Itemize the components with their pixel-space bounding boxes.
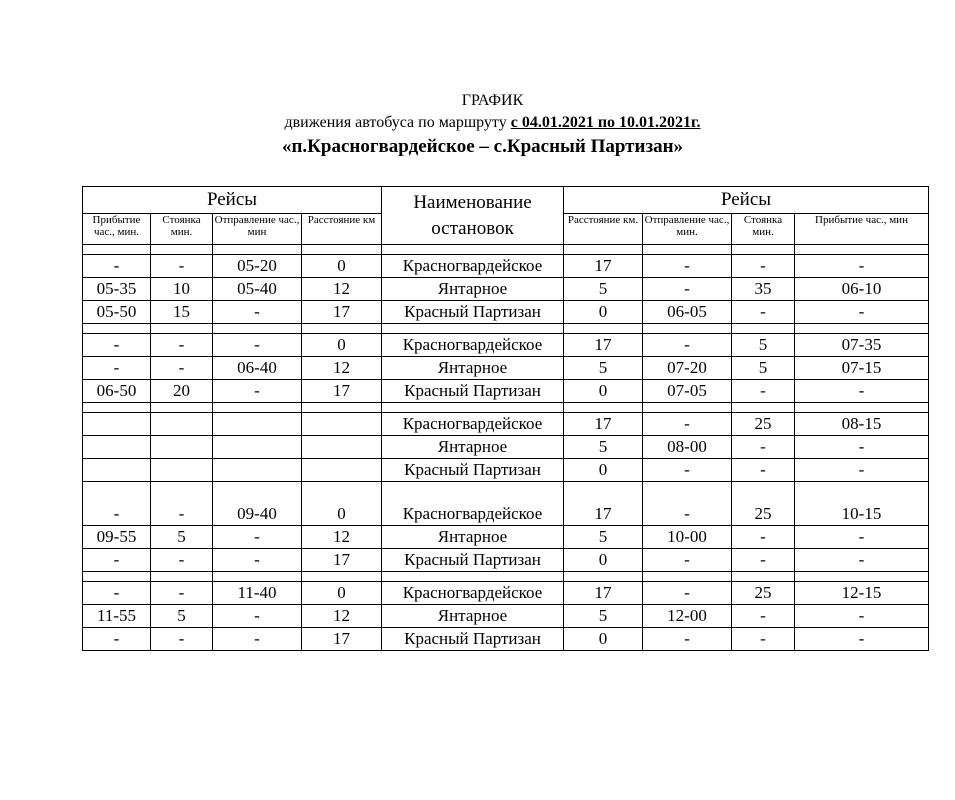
cell-stop-right: 25 bbox=[732, 413, 795, 436]
cell-stop-left: - bbox=[151, 628, 213, 651]
cell-arrival-left: 11-55 bbox=[83, 605, 151, 628]
cell-departure-right: 06-05 bbox=[643, 301, 732, 324]
table-row bbox=[83, 301, 929, 324]
col-header-arrival-right: Прибытие час., мин bbox=[795, 214, 929, 245]
stop-name-header: Наименование остановок bbox=[382, 187, 564, 245]
cell-distance-left bbox=[302, 436, 382, 459]
cell-distance-right: 5 bbox=[564, 278, 643, 301]
cell-distance-left: 17 bbox=[302, 628, 382, 651]
cell-arrival-left: 05-50 bbox=[83, 301, 151, 324]
cell-distance-right: 17 bbox=[564, 582, 643, 605]
cell-departure-right: - bbox=[643, 628, 732, 651]
cell-stop-left: - bbox=[151, 334, 213, 357]
cell-departure-right: 07-20 bbox=[643, 357, 732, 380]
left-trips-header: Рейсы bbox=[83, 187, 382, 214]
cell-stop-right: 5 bbox=[732, 334, 795, 357]
cell-departure-left bbox=[213, 436, 302, 459]
cell-stop-name: Янтарное bbox=[382, 436, 564, 459]
cell-stop-left: 20 bbox=[151, 380, 213, 403]
col-header-departure-right: Отправление час., мин. bbox=[643, 214, 732, 245]
cell-stop-left: - bbox=[151, 255, 213, 278]
cell-stop-left: - bbox=[151, 549, 213, 572]
table-row bbox=[83, 436, 929, 459]
cell-arrival-left: - bbox=[83, 549, 151, 572]
cell-stop-left: 5 bbox=[151, 605, 213, 628]
cell-distance-right: 0 bbox=[564, 301, 643, 324]
cell-arrival-right: 07-15 bbox=[795, 357, 929, 380]
cell-arrival-left: - bbox=[83, 582, 151, 605]
cell-distance-right: 0 bbox=[564, 380, 643, 403]
group-separator bbox=[83, 572, 929, 582]
cell-arrival-right: - bbox=[795, 459, 929, 482]
cell-stop-right: - bbox=[732, 526, 795, 549]
cell-distance-left: 0 bbox=[302, 334, 382, 357]
cell-arrival-right: 06-10 bbox=[795, 278, 929, 301]
cell-stop-left: - bbox=[151, 582, 213, 605]
cell-stop-right: 35 bbox=[732, 278, 795, 301]
group-separator bbox=[83, 324, 929, 334]
cell-stop-left: 5 bbox=[151, 526, 213, 549]
cell-distance-right: 0 bbox=[564, 459, 643, 482]
cell-distance-right: 5 bbox=[564, 436, 643, 459]
table-row bbox=[83, 628, 929, 651]
cell-stop-name: Красный Партизан bbox=[382, 628, 564, 651]
cell-distance-right: 5 bbox=[564, 526, 643, 549]
cell-distance-left: 17 bbox=[302, 549, 382, 572]
cell-arrival-left: 06-50 bbox=[83, 380, 151, 403]
cell-distance-left: 12 bbox=[302, 357, 382, 380]
cell-arrival-right: - bbox=[795, 255, 929, 278]
cell-distance-left bbox=[302, 459, 382, 482]
table-row bbox=[83, 357, 929, 380]
cell-arrival-right: 08-15 bbox=[795, 413, 929, 436]
cell-departure-left: 05-40 bbox=[213, 278, 302, 301]
cell-stop-name: Янтарное bbox=[382, 526, 564, 549]
cell-distance-right: 0 bbox=[564, 549, 643, 572]
cell-distance-right: 17 bbox=[564, 255, 643, 278]
cell-arrival-right: - bbox=[795, 526, 929, 549]
cell-distance-left: 12 bbox=[302, 526, 382, 549]
cell-departure-left: - bbox=[213, 549, 302, 572]
table-row bbox=[83, 255, 929, 278]
cell-stop-name: Красный Партизан bbox=[382, 301, 564, 324]
cell-stop-left: 15 bbox=[151, 301, 213, 324]
cell-arrival-right: 12-15 bbox=[795, 582, 929, 605]
cell-arrival-left: - bbox=[83, 628, 151, 651]
cell-distance-right: 0 bbox=[564, 628, 643, 651]
cell-departure-right: 12-00 bbox=[643, 605, 732, 628]
cell-distance-right: 5 bbox=[564, 605, 643, 628]
cell-stop-left bbox=[151, 413, 213, 436]
cell-arrival-right: 07-35 bbox=[795, 334, 929, 357]
table-row bbox=[83, 278, 929, 301]
cell-departure-right: - bbox=[643, 278, 732, 301]
cell-departure-left: - bbox=[213, 334, 302, 357]
cell-departure-right: - bbox=[643, 334, 732, 357]
col-header-stop-left: Стоянка мин. bbox=[151, 214, 213, 245]
cell-arrival-left: - bbox=[83, 334, 151, 357]
cell-departure-left: 05-20 bbox=[213, 255, 302, 278]
cell-departure-left: 11-40 bbox=[213, 582, 302, 605]
col-header-distance-left: Расстояние км bbox=[302, 214, 382, 245]
cell-departure-right: 10-00 bbox=[643, 526, 732, 549]
cell-arrival-right: - bbox=[795, 380, 929, 403]
cell-arrival-right: - bbox=[795, 605, 929, 628]
cell-departure-right: 07-05 bbox=[643, 380, 732, 403]
cell-stop-name: Красногвардейское bbox=[382, 255, 564, 278]
cell-arrival-left: - bbox=[83, 482, 151, 526]
col-header-arrival-left: Прибытие час., мин. bbox=[83, 214, 151, 245]
cell-arrival-left: 05-35 bbox=[83, 278, 151, 301]
cell-departure-left: - bbox=[213, 380, 302, 403]
subtitle-prefix: движения автобуса по маршруту bbox=[284, 114, 507, 131]
cell-stop-left: - bbox=[151, 482, 213, 526]
cell-departure-right: - bbox=[643, 582, 732, 605]
group-separator bbox=[83, 245, 929, 255]
cell-stop-right: - bbox=[732, 380, 795, 403]
cell-stop-name: Красный Партизан bbox=[382, 459, 564, 482]
cell-departure-right: 08-00 bbox=[643, 436, 732, 459]
cell-stop-name: Янтарное bbox=[382, 357, 564, 380]
cell-departure-right: - bbox=[643, 549, 732, 572]
document-subtitle bbox=[0, 112, 955, 134]
cell-stop-name: Красный Партизан bbox=[382, 380, 564, 403]
cell-departure-left: - bbox=[213, 628, 302, 651]
cell-departure-right: - bbox=[643, 413, 732, 436]
cell-stop-name: Красный Партизан bbox=[382, 549, 564, 572]
cell-distance-left bbox=[302, 413, 382, 436]
cell-arrival-left bbox=[83, 413, 151, 436]
cell-departure-left: - bbox=[213, 605, 302, 628]
cell-stop-left bbox=[151, 459, 213, 482]
cell-distance-left: 12 bbox=[302, 278, 382, 301]
cell-arrival-right: - bbox=[795, 549, 929, 572]
schedule-table bbox=[82, 186, 929, 651]
cell-stop-right: - bbox=[732, 459, 795, 482]
cell-departure-left bbox=[213, 459, 302, 482]
cell-arrival-left bbox=[83, 459, 151, 482]
cell-departure-right: - bbox=[643, 255, 732, 278]
cell-distance-right: 5 bbox=[564, 357, 643, 380]
cell-stop-right: - bbox=[732, 436, 795, 459]
cell-stop-name: Красногвардейское bbox=[382, 413, 564, 436]
group-separator bbox=[83, 403, 929, 413]
cell-arrival-right: - bbox=[795, 301, 929, 324]
cell-stop-right: - bbox=[732, 628, 795, 651]
cell-departure-left: - bbox=[213, 301, 302, 324]
cell-stop-name: Красногвардейское bbox=[382, 582, 564, 605]
cell-arrival-left bbox=[83, 436, 151, 459]
table-row bbox=[83, 482, 929, 526]
cell-departure-right: - bbox=[643, 459, 732, 482]
cell-departure-left: 09-40 bbox=[213, 482, 302, 526]
cell-arrival-right: 10-15 bbox=[795, 482, 929, 526]
table-row bbox=[83, 413, 929, 436]
cell-distance-left: 0 bbox=[302, 482, 382, 526]
table-row bbox=[83, 526, 929, 549]
cell-stop-left bbox=[151, 436, 213, 459]
table-row bbox=[83, 582, 929, 605]
right-trips-header: Рейсы bbox=[564, 187, 929, 214]
cell-distance-left: 0 bbox=[302, 255, 382, 278]
col-header-departure-left: Отправление час., мин bbox=[213, 214, 302, 245]
col-header-stop-right: Стоянка мин. bbox=[732, 214, 795, 245]
cell-stop-name: Янтарное bbox=[382, 278, 564, 301]
cell-departure-left: 06-40 bbox=[213, 357, 302, 380]
cell-arrival-left: - bbox=[83, 357, 151, 380]
col-header-distance-right: Расстояние км. bbox=[564, 214, 643, 245]
cell-stop-name: Янтарное bbox=[382, 605, 564, 628]
cell-distance-right: 17 bbox=[564, 413, 643, 436]
document-title: ГРАФИК bbox=[461, 92, 524, 109]
cell-arrival-left: 09-55 bbox=[83, 526, 151, 549]
document-title-block bbox=[0, 90, 955, 160]
cell-stop-right: - bbox=[732, 605, 795, 628]
cell-departure-right: - bbox=[643, 482, 732, 526]
cell-departure-left bbox=[213, 413, 302, 436]
cell-stop-right: - bbox=[732, 301, 795, 324]
cell-stop-right: - bbox=[732, 255, 795, 278]
cell-stop-right: 5 bbox=[732, 357, 795, 380]
cell-stop-right: - bbox=[732, 549, 795, 572]
cell-distance-right: 17 bbox=[564, 482, 643, 526]
cell-distance-left: 17 bbox=[302, 301, 382, 324]
cell-stop-name: Красногвардейское bbox=[382, 482, 564, 526]
cell-departure-left: - bbox=[213, 526, 302, 549]
cell-stop-left: 10 bbox=[151, 278, 213, 301]
route-name: «п.Красногвардейское – с.Красный Партизан» bbox=[281, 136, 684, 157]
table-row bbox=[83, 459, 929, 482]
table-row bbox=[83, 605, 929, 628]
cell-arrival-left: - bbox=[83, 255, 151, 278]
cell-distance-right: 17 bbox=[564, 334, 643, 357]
table-row bbox=[83, 549, 929, 572]
subtitle-period: с 04.01.2021 по 10.01.2021г. bbox=[510, 114, 701, 131]
cell-distance-left: 17 bbox=[302, 380, 382, 403]
cell-stop-right: 25 bbox=[732, 582, 795, 605]
cell-stop-left: - bbox=[151, 357, 213, 380]
cell-stop-right: 25 bbox=[732, 482, 795, 526]
cell-arrival-right: - bbox=[795, 628, 929, 651]
cell-distance-left: 0 bbox=[302, 582, 382, 605]
cell-distance-left: 12 bbox=[302, 605, 382, 628]
cell-arrival-right: - bbox=[795, 436, 929, 459]
table-row bbox=[83, 380, 929, 403]
table-row bbox=[83, 334, 929, 357]
cell-stop-name: Красногвардейское bbox=[382, 334, 564, 357]
